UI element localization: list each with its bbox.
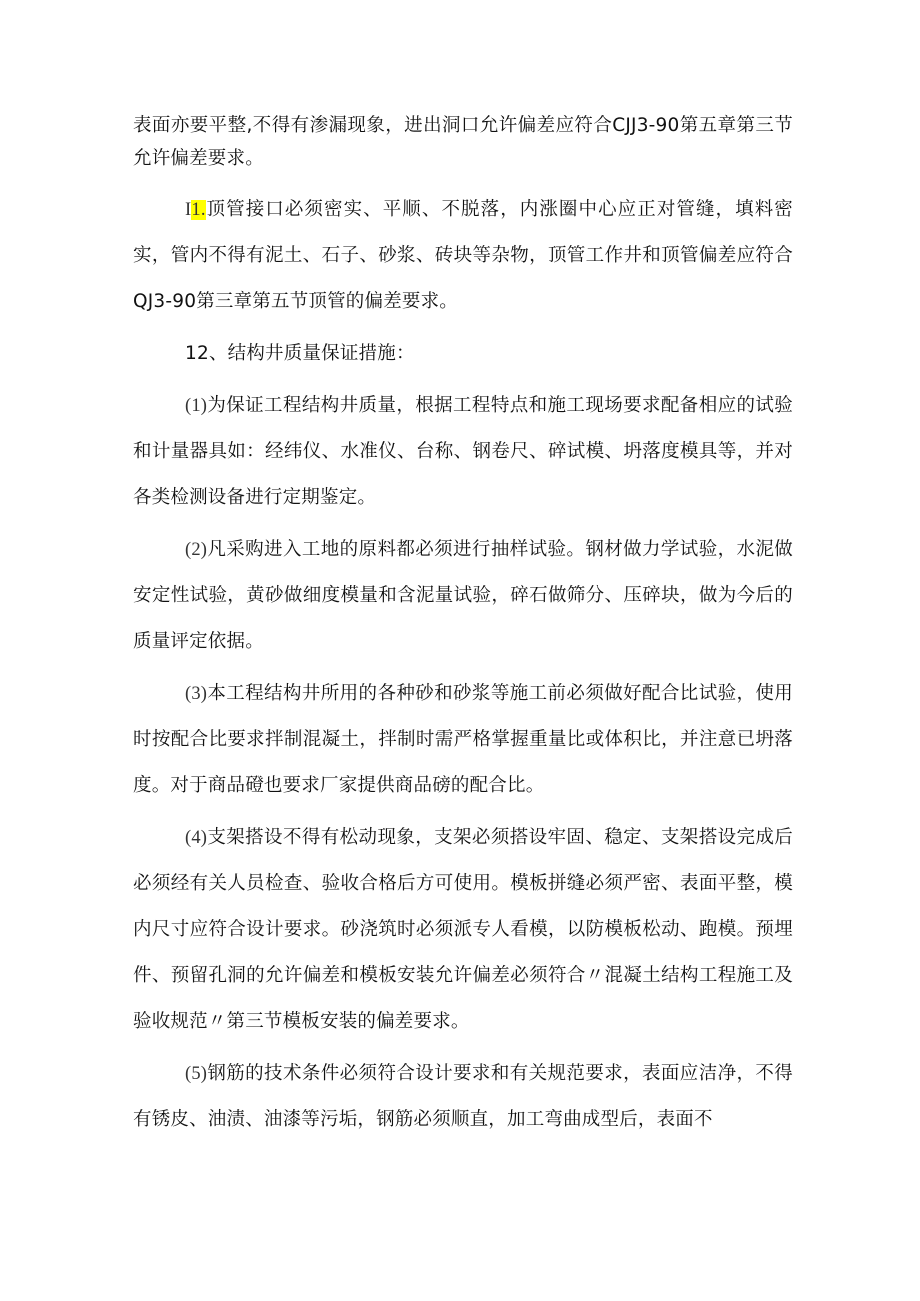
list-marker: (2)	[185, 540, 208, 560]
paragraph-text: 顶管接口必须密实、平顺、不脱落，内涨圈中心应正对管缝，填料密实，管内不得有泥土、石子、砂浆、砖块等杂物，顶管工作井和顶管偏差应符合QJ3-90第三章第五节顶管的偏差要求。	[133, 199, 793, 312]
paragraph-item-11	[133, 187, 793, 325]
paragraph-text: 本工程结构井所用的各种砂和砂浆等施工前必须做好配合比试验，使用时按配合比要求拌制混凝土，拌制时需严格掌握重量比或体积比，并注意已坍落度。对于商品磴也要求厂家提供商品磅的配合比。	[133, 683, 793, 796]
highlighted-item-number: 1.	[191, 200, 206, 220]
paragraph-text: 凡采购进入工地的原料都必须进行抽样试验。钢材做力学试验，水泥做安定性试验，黄砂做细度模量和含泥量试验，碎石做筛分、压碎块，做为今后的质量评定依据。	[133, 539, 793, 652]
list-marker: (1)	[185, 396, 208, 416]
list-marker: (4)	[185, 828, 208, 848]
paragraph-12-5	[133, 1051, 793, 1143]
paragraph-12-2	[133, 527, 793, 665]
paragraph-12-3	[133, 671, 793, 809]
paragraph-text: 钢筋的技术条件必须符合设计要求和有关规范要求，表面应洁净，不得有锈皮、油渍、油漆等污垢，钢筋必须顺直，加工弯曲成型后，表面不	[133, 1063, 793, 1130]
section-heading-12: 12、结构井质量保证措施：	[185, 343, 415, 364]
list-marker: (3)	[185, 684, 208, 704]
item-number-prefix: I	[185, 200, 192, 220]
paragraph-12-1	[133, 383, 793, 521]
paragraph-text: 支架搭设不得有松动现象，支架必须搭设牢固、稳定、支架搭设完成后必须经有关人员检查、验收合格后方可使用。模板拼缝必须严密、表面平整，模内尺寸应符合设计要求。砂浇筑时必须派专人看模，以防模板松动、跑模。预埋件、预留孔洞的允许偏差和模板安装允许偏差必须符合〃混凝土结构工程施工及验收规范〃第三节模板安装的偏差要求。	[133, 827, 793, 1032]
document-page	[133, 109, 793, 1149]
list-marker: (5)	[185, 1064, 208, 1084]
paragraph-continuation: 表面亦要平整,不得有渗漏现象，进出洞口允许偏差应符合CJJ3-90第五章第三节允许偏差要求。	[133, 115, 793, 169]
paragraph-12-4	[133, 815, 793, 1045]
paragraph-text: 为保证工程结构井质量，根据工程特点和施工现场要求配备相应的试验和计量器具如：经纬仪、水准仪、台称、钢卷尺、碎试模、坍落度模具等，并对各类检测设备进行定期鉴定。	[133, 395, 793, 508]
